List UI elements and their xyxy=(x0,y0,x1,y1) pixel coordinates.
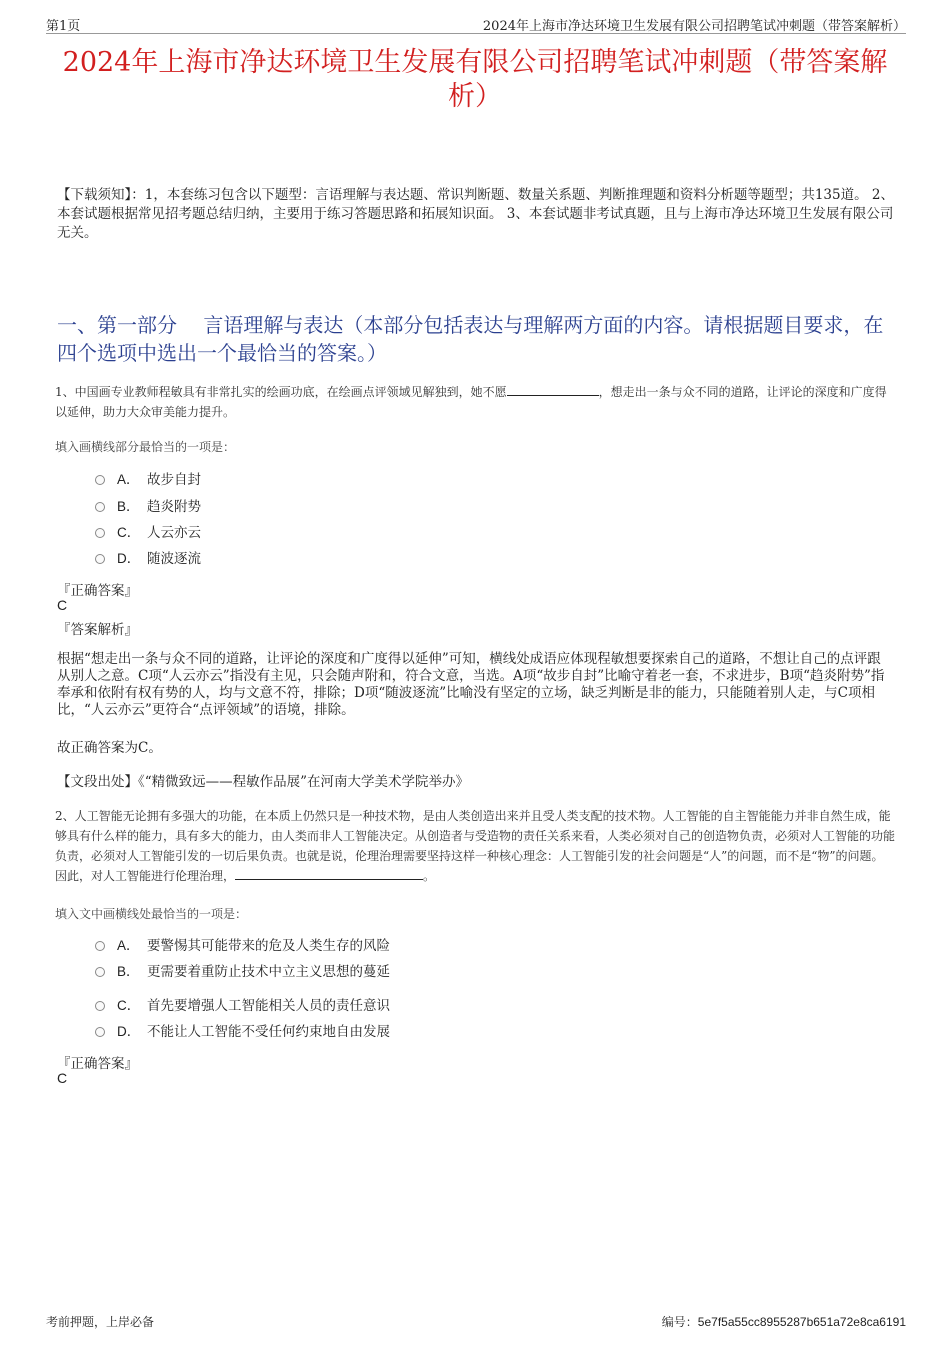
question-1-option-c[interactable] xyxy=(95,524,201,542)
question-1-text-after: ，想走出一条与众不同的道路，让评论的深度和广度得以延伸，助力大众审美能力提升。 xyxy=(55,385,887,419)
option-text: 要警惕其可能带来的危及人类生存的风险 xyxy=(147,938,390,954)
radio-icon[interactable] xyxy=(95,475,105,485)
question-2-blank xyxy=(235,866,423,880)
radio-icon[interactable] xyxy=(95,1027,105,1037)
question-1-answer-label: 『正确答案』 xyxy=(57,583,138,599)
page-title: 2024年上海市净达环境卫生发展有限公司招聘笔试冲刺题（带答案解析） xyxy=(62,47,888,112)
question-2-option-d[interactable] xyxy=(95,1023,390,1041)
option-letter: D． xyxy=(117,1024,141,1039)
question-1-option-d[interactable] xyxy=(95,550,201,568)
question-1-conclusion: 故正确答案为C。 xyxy=(57,740,162,756)
question-1-option-a[interactable] xyxy=(95,471,201,489)
section-title: 一、第一部分 言语理解与表达（本部分包括表达与理解两方面的内容。请根据题目要求，在四个选项中选出一个最恰当的答案。） xyxy=(57,313,884,365)
header-divider xyxy=(46,33,906,34)
option-text: 不能让人工智能不受任何约束地自由发展 xyxy=(147,1024,390,1040)
question-2-prompt: 填入文中画横线处最恰当的一项是： xyxy=(55,907,248,921)
footer-code-label: 编号： xyxy=(661,1315,698,1329)
question-1-text xyxy=(55,382,895,422)
radio-icon[interactable] xyxy=(95,941,105,951)
question-1-blank xyxy=(507,382,599,396)
question-1-source: 【文段出处】《“精微致远——程敏作品展”在河南大学美术学院举办》 xyxy=(57,774,470,790)
question-1-text-before: 1、中国画专业教师程敏具有非常扎实的绘画功底，在绘画点评领域见解独到，她不愿 xyxy=(55,385,507,399)
option-letter: A． xyxy=(117,472,140,487)
option-text: 人云亦云 xyxy=(147,525,201,541)
option-letter: C． xyxy=(117,998,141,1013)
question-1-analysis: 根据“想走出一条与众不同的道路，让评论的深度和广度得以延伸”可知，横线处成语应体现程敏想要探索自己的道路，不想让自己的点评跟从别人之意。C项“人云亦云”指没有主见，只会随声附和，符合文意，当选。A项“故步自封”比喻守着老一套，不求进步，B项“趋炎附势”指奉承和依附有权有势的人，均与文意不符，排除；D项“随波逐流”比喻没有坚定的立场，缺乏判断是非的能力，只能随着别人走，与C项相比，“人云亦云”更符合“点评领域”的语境，排除。 xyxy=(57,651,885,718)
radio-icon[interactable] xyxy=(95,1001,105,1011)
radio-icon[interactable] xyxy=(95,554,105,564)
question-2-answer: C xyxy=(57,1070,68,1086)
download-notice: 【下载须知】：1，本套练习包含以下题型：言语理解与表达题、常识判断题、数量关系题、判断推理题和资料分析题等题型；共135道。 2、本套试题根据常见招考题总结归纳，主要用于练习答题思路和拓展知识面。 3、本套试题非考试真题，且与上海市净达环境卫生发展有限公司无关。 xyxy=(57,187,894,241)
page-number: 第1页 xyxy=(46,19,81,34)
footer-code xyxy=(662,1313,906,1330)
option-text: 故步自封 xyxy=(147,472,201,488)
question-2-text xyxy=(55,806,895,886)
radio-icon[interactable] xyxy=(95,967,105,977)
option-letter: C． xyxy=(117,525,141,540)
question-1-option-b[interactable] xyxy=(95,498,201,516)
option-text: 随波逐流 xyxy=(147,551,201,567)
option-letter: A． xyxy=(117,938,140,953)
option-text: 首先要增强人工智能相关人员的责任意识 xyxy=(147,998,390,1014)
option-letter: B． xyxy=(117,499,140,514)
option-text: 趋炎附势 xyxy=(147,499,201,515)
question-1-prompt: 填入画横线部分最恰当的一项是： xyxy=(55,440,236,454)
option-text: 更需要着重防止技术中立主义思想的蔓延 xyxy=(147,964,390,980)
question-1-answer: C xyxy=(57,597,68,613)
question-1-analysis-label: 『答案解析』 xyxy=(57,622,138,638)
question-2-text-end: 。 xyxy=(423,869,436,883)
question-2-option-a[interactable] xyxy=(95,937,390,955)
question-2-text-body: 2、人工智能无论拥有多强大的功能，在本质上仍然只是一种技术物，是由人类创造出来并且受人类支配的技术物。人工智能的自主智能能力并非自然生成，能够具有什么样的能力，具有多大的能力，由人类而非人工智能决定。从创造者与受造物的责任关系来看，人类必须对自己的创造物负责，必须对人工智能的功能负责，必须对人工智能引发的一切后果负责。也就是说，伦理治理需要坚持这样一种核心理念：人工智能引发的社会问题是“人”的问题，而不是“物”的问题。因此，对人工智能进行伦理治理， xyxy=(55,809,896,883)
footer-code-value: 5e7f5a55cc8955287b651a72e8ca6191 xyxy=(697,1315,906,1329)
question-2-option-b[interactable] xyxy=(95,963,390,981)
option-letter: B． xyxy=(117,964,140,979)
radio-icon[interactable] xyxy=(95,502,105,512)
header-doc-title: 2024年上海市净达环境卫生发展有限公司招聘笔试冲刺题（带答案解析） xyxy=(482,19,906,34)
question-2-answer-label: 『正确答案』 xyxy=(57,1056,138,1072)
radio-icon[interactable] xyxy=(95,528,105,538)
question-2-option-c[interactable] xyxy=(95,997,390,1015)
option-letter: D． xyxy=(117,551,141,566)
footer-slogan: 考前押题，上岸必备 xyxy=(46,1315,155,1329)
